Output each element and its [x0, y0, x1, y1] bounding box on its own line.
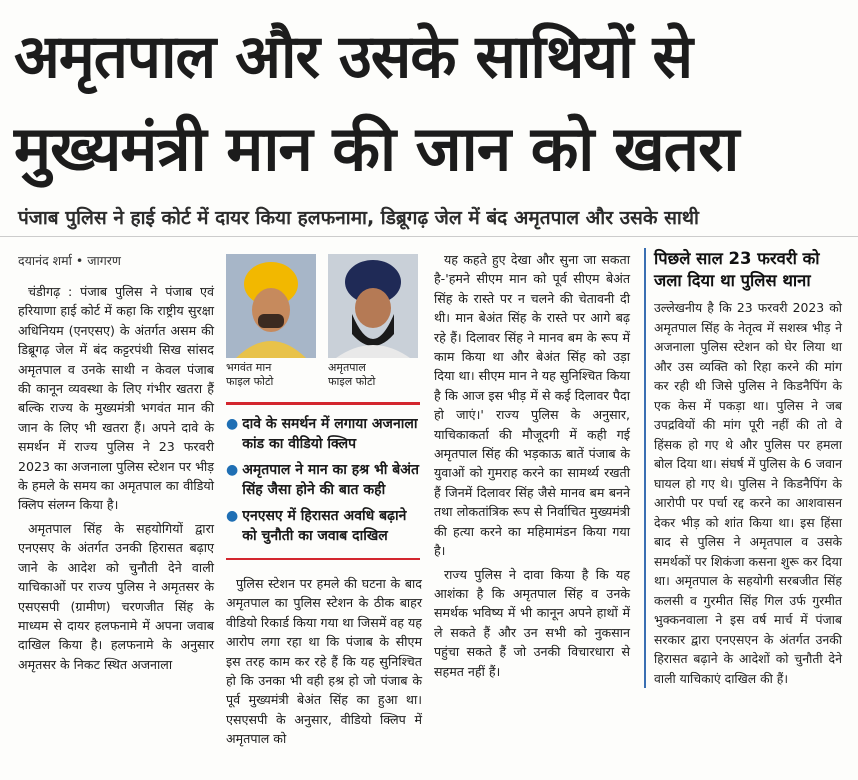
highlight-rule [226, 402, 420, 405]
bullet-icon: ● [226, 416, 239, 432]
caption-name: भगवंत मान [226, 361, 272, 374]
caption-name: अमृतपाल [328, 361, 366, 374]
highlight-item: ● दावे के समर्थन में लगाया अजनाला कांड का वीडियो क्लिप [226, 416, 418, 452]
headline-line-2: मुख्यमंत्री मान की जान को खतरा [14, 112, 739, 185]
headline-line-1: अमृतपाल और उसके साथियों से [14, 22, 693, 92]
highlight-item: ● अमृतपाल ने मान का हश्र भी बेअंत सिंह जैसा होने की बात कही [226, 462, 419, 498]
photo-amritpal [328, 254, 418, 358]
paragraph: चंडीगढ़ : पंजाब पुलिस ने पंजाब एवं हरियाणा हाई कोर्ट में कहा कि राष्ट्रीय सुरक्षा अधिनियम (एनएसए) के अंतर्गत असम की डिब्रूगढ़ जेल में बंद कट्टरपंथी सिख सांसद अमृतपाल व उनके साथी न केवल पंजाब की कानून व्यवस्था के लिए गंभीर खतरा हैं बल्कि राज्य के मुख्यमंत्री भगवंत मान की जान के लिए भी खतरा हैं। अपने दावे के समर्थन में राज्य पुलिस ने 23 फरवरी 2023 का अजनाला पुलिस स्टेशन पर भीड़ के हमले के समय का अमृतपाल का वीडियो क्लिप संलग्न किया है। [18, 284, 214, 513]
photo-bhagwant-mann [226, 254, 316, 358]
article-column-3 [434, 250, 630, 685]
bullet-icon: ● [226, 508, 239, 524]
sidebar-box [644, 248, 842, 688]
highlights-box [226, 414, 422, 552]
article-column-1 [18, 282, 214, 678]
paragraph: पुलिस स्टेशन पर हमले की घटना के बाद अमृतपाल का पुलिस स्टेशन के ठीक बाहर वीडियो रिकार्ड किया गया था जिसमें वह यह आरोप लगा रहा था कि पंजाब के सीएम इस तरह काम कर रहे हैं कि यह सुनिश्चित हो कि उनका भी वही हश्र हो जो पंजाब के पूर्व मुख्यमंत्री बेअंत सिंह का हुआ था। एसएसपी के अनुसार, वीडियो क्लिप में अमृतपाल को [226, 576, 422, 747]
photo-caption [328, 361, 420, 389]
paragraph: अमृतपाल सिंह के सहयोगियों द्वारा एनएसए के अंतर्गत उनकी हिरासत बढ़ाए जाने के आदेश को चुनौती देने वाली याचिकाओं पर राज्य पुलिस ने अमृतसर के एसएसपी (ग्रामीण) चरणजीत सिंह के माध्यम से दायर हलफनामे में अपना जवाब दाखिल किया है। हलफनामे के अनुसार अमृतसर के निकट स्थित अजनाला [18, 520, 214, 672]
photo-caption [226, 361, 318, 389]
sidebar-body: उल्लेखनीय है कि 23 फरवरी 2023 को अमृतपाल सिंह के नेतृत्व में सशस्त्र भीड़ ने अजनाला पुलिस स्टेशन को घेर लिया था और उस व्यक्ति को रिहा करने की मांग कर रही थी जिसे पुलिस ने किडनैपिंग के एक केस में पकड़ा था। पुलिस ने जब उपद्रवियों की मांग पूरी नहीं की तो वे हिंसक हो गए थे और पुलिस पर हमला बोल दिया था। संघर्ष में पुलिस के 6 जवान घायल हो गए थे। पुलिस ने किडनैपिंग के आरोपी पर पर्चा रद्द करने का आशवासन देकर भीड़ को शांत किया था। इस हिंसा बाद से पुलिस ने अमृतपाल व उसके समर्थकों पर शिकंजा कसना शुरू कर दिया था। अमृतपाल के सहयोगी सरबजीत सिंह कलसी व गुरमीत सिंह गिल उर्फ गुरमीत भुक्कनवाला ने इस वर्ष मार्च में पंजाब सरकार द्वारा एनएसएन के अंतर्गत उनकी हिरासत बढ़ाने के आदेशों को चुनौती देने वाली याचिकाएं दाखिल की हैं। [654, 300, 842, 686]
paragraph: यह कहते हुए देखा और सुना जा सकता है-'हमने सीएम मान को पूर्व सीएम बेअंत सिंह के रास्ते पर न चलने की चेतावनी दी थी। मान बेअंत सिंह के रास्ते पर आगे बढ़ रहे हैं। दिलावर सिंह ने मानव बम के रूप में काम किया था और बेअंत सिंह को उड़ा दिया था। सीएम मान ने यह सुनिश्चित किया है कि आज इस भीड़ में से कई दिलावर पैदा हो जाएं।' राज्य पुलिस के अनुसार, याचिकाकर्ता की मौजूदगी में कही गई अमृतपाल सिंह की भड़काऊ बातें पंजाब के युवाओं को गुमराह करने का सामर्थ्य रखती हैं जिनमें दिलावर सिंह जैसे मानव बम बनने तथा लोकतांत्रिक रूप से निर्वाचित मुख्यमंत्री की हत्या करने का महिमामंडन किया गया है। [434, 252, 630, 559]
adjacent-article-edge [844, 20, 858, 780]
highlight-rule [226, 558, 420, 560]
caption-note: फाइल फोटो [226, 375, 274, 388]
sidebar-title: पिछले साल 23 फरवरी को जला दिया था पुलिस थाना [654, 249, 820, 290]
article-column-2 [226, 574, 422, 753]
divider [0, 236, 858, 237]
highlight-item: ● एनएसए में हिरासत अवधि बढ़ाने को चुनौती का जवाब दाखिल [226, 508, 407, 544]
deck-subheadline: पंजाब पुलिस ने हाई कोर्ट में दायर किया हलफनामा, डिब्रूगढ़ जेल में बंद अमृतपाल और उसके साथी [18, 207, 699, 229]
caption-note: फाइल फोटो [328, 375, 376, 388]
paragraph: राज्य पुलिस ने दावा किया है कि यह आशंका है कि अमृतपाल सिंह व उनके समर्थक भविष्य में भी कानून अपने हाथों में ले सकते हैं और उन सभी को नुकसान पहुंचा सकते हैं जो उनकी विचारधारा से सहमत नहीं हैं। [434, 566, 630, 679]
byline: दयानंद शर्मा • जागरण [18, 253, 121, 268]
bullet-icon: ● [226, 462, 239, 478]
